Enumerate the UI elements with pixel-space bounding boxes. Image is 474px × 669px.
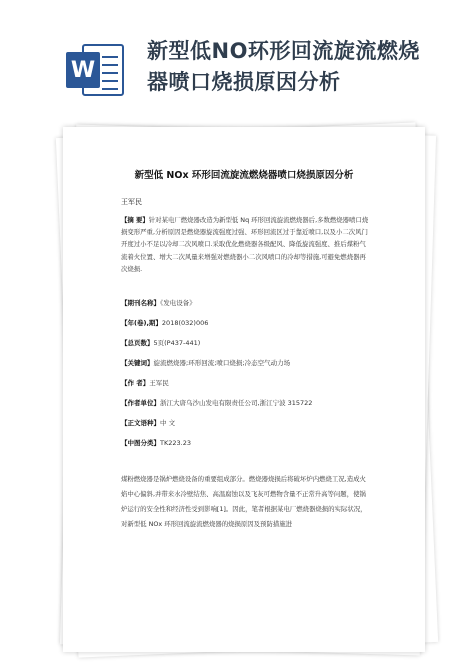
- meta-value: 2018(032)006: [161, 319, 209, 327]
- word-document-icon: [64, 42, 126, 98]
- meta-value: 5页(P437-441): [153, 339, 201, 347]
- meta-pages: [121, 338, 200, 347]
- abstract-label: 【摘 要】: [121, 216, 149, 224]
- meta-affiliation: [121, 398, 312, 407]
- abstract-text: 针对某电厂燃烧器改造为新型低 Nq 环形回流旋流燃烧器后,多数燃烧器喷口烧损变形严重,分析原因是燃烧器旋流强度过强、环形回流区过于靠近喷口,以及小二次风门开度过小不足以冷却二次风喷口.采取优化燃烧器各级配风、降低旋流强度、推后煤粉气流着火位置、增大二次风量来增强对燃烧器小二次风喷口的冷却等措施,可避免燃烧器再次烧损.: [121, 216, 369, 273]
- meta-label: 【总页数】: [121, 339, 154, 347]
- meta-label: 【年(卷),期】: [121, 319, 162, 327]
- meta-classification: [121, 438, 191, 447]
- meta-value: 中 文: [160, 419, 176, 427]
- meta-label: 【期刊名称】: [121, 299, 160, 307]
- document-author: 王军民: [121, 198, 142, 206]
- meta-journal: [121, 298, 196, 307]
- meta-label: 【关键词】: [121, 359, 154, 367]
- abstract: [121, 214, 369, 275]
- meta-value: TK223.23: [160, 439, 191, 447]
- page-title: [147, 36, 467, 98]
- meta-volume-issue: [121, 318, 208, 327]
- meta-author: [121, 378, 169, 387]
- meta-label: 【正文语种】: [121, 419, 160, 427]
- meta-language: [121, 418, 175, 427]
- meta-value: 浙江大唐乌沙山发电有限责任公司,浙江宁波 315722: [160, 399, 313, 407]
- meta-value: 旋流燃烧器;环形回流;喷口烧损;冷态空气动力场: [153, 359, 291, 367]
- meta-label: 【中图分类】: [121, 439, 160, 447]
- meta-value: 王军民: [149, 379, 169, 387]
- meta-keywords: [121, 358, 290, 367]
- body-paragraph: 煤粉燃烧器是锅炉燃烧设备的重要组成部分。燃烧器烧损后将破坏炉内燃烧工况,造成火焰中心偏斜,并带来水冷壁结焦、高温腐蚀以及飞灰可燃物含量不正常升高等问题，使锅炉运行的安全性和经济性受到影响[1]。因此，笔者根据某电厂燃烧器烧损的实际状况，对新型低 NOx 环形回流旋流燃烧器的烧损原因及预防措施进: [121, 475, 367, 528]
- document-page: [63, 127, 425, 652]
- meta-label: 【作者单位】: [121, 399, 160, 407]
- meta-value: 《发电设备》: [160, 299, 196, 307]
- word-letter-badge: W: [66, 52, 100, 88]
- meta-label: 【作 者】: [121, 379, 150, 387]
- page-title-line-1: 新型低NO环形回流旋流燃烧: [147, 39, 420, 63]
- page-title-line-2: 器喷口烧损原因分析: [147, 70, 341, 94]
- document-title: 新型低 NOx 环形回流旋流燃烧器喷口烧损原因分析: [134, 170, 354, 181]
